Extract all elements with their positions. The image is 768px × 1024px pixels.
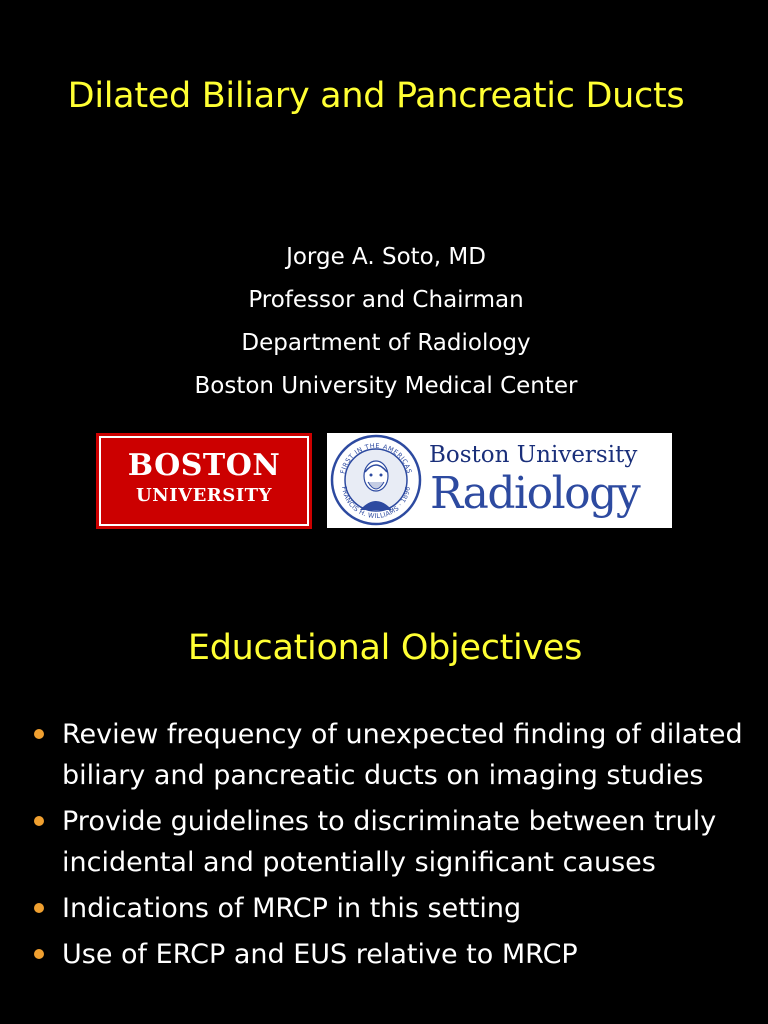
author-block <box>100 236 672 408</box>
bullet-icon <box>34 729 44 739</box>
objectives-title: Educational Objectives <box>187 628 583 668</box>
objective-text: Review frequency of unexpected finding of dilated biliary and pancreatic ducts on imaging studies <box>62 719 743 791</box>
rad-logo-line1: Boston University <box>429 442 638 468</box>
objective-text: Provide guidelines to discriminate between truly incidental and potentially significant causes <box>62 806 717 878</box>
bu-logo-line1: BOSTON <box>127 448 281 483</box>
objective-item <box>32 888 752 929</box>
bu-logo-line2: UNIVERSITY <box>136 485 272 506</box>
bullet-icon <box>34 949 44 959</box>
objective-text: Indications of MRCP in this setting <box>62 893 522 924</box>
objective-item <box>32 934 752 975</box>
author-position: Professor and Chairman <box>248 287 524 313</box>
francis-williams-seal-icon <box>330 434 422 526</box>
svg-text:FIRST IN THE AMERICAS: FIRST IN THE AMERICAS <box>338 441 414 475</box>
slide-title: Dilated Biliary and Pancreatic Ducts <box>67 76 685 116</box>
objective-text: Use of ERCP and EUS relative to MRCP <box>62 939 578 970</box>
svg-text:FRANCIS H. WILLIAMS · 1896: FRANCIS H. WILLIAMS · 1896 <box>340 485 412 521</box>
rad-logo-line2: Radiology <box>430 468 640 519</box>
objective-item <box>32 801 752 883</box>
boston-university-logo <box>96 433 312 529</box>
author-name: Jorge A. Soto, MD <box>286 244 486 270</box>
author-institution: Boston University Medical Center <box>194 373 578 399</box>
objectives-slide <box>0 560 768 1024</box>
bullet-icon <box>34 816 44 826</box>
bullet-icon <box>34 903 44 913</box>
author-department: Department of Radiology <box>241 330 531 356</box>
bu-radiology-logo <box>327 433 672 528</box>
objective-item <box>32 714 752 796</box>
objectives-list <box>32 714 752 980</box>
